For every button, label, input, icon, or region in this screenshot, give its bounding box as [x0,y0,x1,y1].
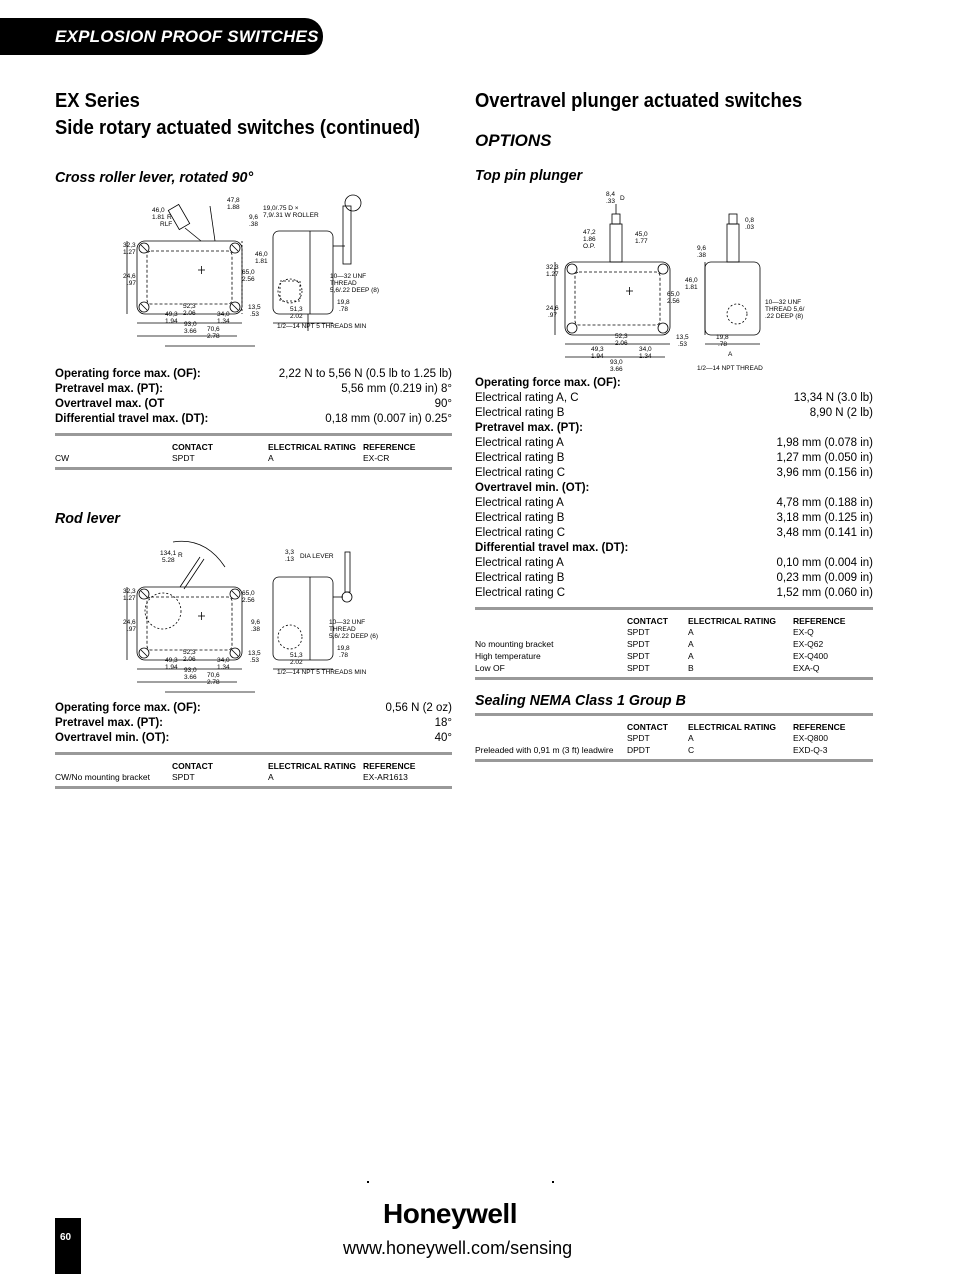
svg-text:24,6: 24,6 [123,619,136,626]
svg-text:.53: .53 [250,311,260,318]
svg-text:THREAD 5,6/: THREAD 5,6/ [765,306,805,313]
table-header-electrical-rating: ELECTRICAL RATING [268,442,356,452]
page-number-tab [55,1218,81,1274]
spec-value: 3,96 mm (0.156 in) [776,467,873,479]
table-header-electrical-rating: ELECTRICAL RATING [688,616,776,626]
svg-text:2.06: 2.06 [615,340,628,347]
spec-value: 5,56 mm (0.219 in) 8° [341,383,452,395]
spec-row [475,556,873,571]
svg-text:93,0: 93,0 [610,359,623,366]
svg-text:65,0: 65,0 [667,291,680,298]
spec-group-heading: Overtravel min. (OT): [475,482,590,494]
svg-text:1.81: 1.81 [255,258,268,265]
svg-text:2.56: 2.56 [242,597,255,604]
svg-text:2.78: 2.78 [207,333,220,340]
svg-text:10—32 UNF: 10—32 UNF [330,273,367,280]
table-cell: SPDT [627,639,650,649]
table-cell: EX-AR1613 [363,772,408,782]
svg-text:.38: .38 [249,221,259,228]
section-header-label: EXPLOSION PROOF SWITCHES [55,27,319,46]
svg-text:D: D [620,195,625,202]
table-row [475,733,873,745]
svg-text:70,6: 70,6 [207,326,220,333]
svg-text:.13: .13 [285,556,295,563]
spec-value: 8,90 N (2 lb) [809,407,873,419]
table-header [475,610,627,627]
svg-text:9,6: 9,6 [251,619,261,626]
spec-value: 2,22 N to 5,56 N (0.5 lb to 1.25 lb) [278,368,452,380]
spec-label: Electrical rating A [475,557,564,569]
rod-lever-table-rule-bottom [55,786,452,789]
top-pin-table [475,610,873,675]
sealing-table-rule-bottom [475,759,873,762]
svg-text:.53: .53 [678,341,688,348]
top-pin-heading: Top pin plunger [475,167,583,184]
svg-text:49,3: 49,3 [165,657,178,664]
svg-text:34,0: 34,0 [639,346,652,353]
spec-label: Overtravel max. (OT [55,398,165,410]
spec-value: 3,18 mm (0.125 in) [776,512,873,524]
rod-lever-heading: Rod lever [55,510,120,527]
svg-text:51,3: 51,3 [290,652,303,659]
footer-mark-left [367,1181,369,1183]
spec-row [55,731,452,746]
table-cell: SPDT [627,663,650,673]
spec-group-heading: Differential travel max. (DT): [475,542,629,554]
table-header-reference: REFERENCE [363,761,416,771]
table-header [55,436,172,453]
spec-group-heading: Pretravel max. (PT): [475,422,584,434]
table-row [475,745,873,757]
spec-row [475,526,873,541]
svg-text:9,6: 9,6 [249,214,259,221]
svg-text:52,3: 52,3 [615,333,628,340]
table-header-contact: CONTACT [172,442,213,452]
spec-label: Operating force max. (OF): [55,368,201,380]
spec-value: 90° [434,398,452,410]
svg-text:13,5: 13,5 [248,650,261,657]
table-header [55,755,172,772]
svg-text:2.56: 2.56 [667,298,680,305]
svg-text:2.02: 2.02 [290,313,303,320]
svg-text:1/2—14 NPT 5 THREADS MIN: 1/2—14 NPT 5 THREADS MIN [277,669,367,676]
svg-text:47,8: 47,8 [227,197,240,204]
sealing-heading: Sealing NEMA Class 1 Group B [475,692,686,709]
table-cell: EX-Q800 [793,733,828,743]
svg-text:3.66: 3.66 [184,674,197,681]
svg-text:32,3: 32,3 [123,588,136,595]
spec-label: Electrical rating C [475,587,566,599]
table-header-reference: REFERENCE [363,442,416,452]
spec-group-heading: Operating force max. (OF): [475,377,621,389]
svg-text:0,8: 0,8 [745,217,755,224]
svg-text:A: A [728,351,733,358]
table-cell: EXD-Q-3 [793,745,828,755]
svg-text:.38: .38 [251,626,261,633]
table-cell: CW/No mounting bracket [55,772,150,782]
table-cell: DPDT [627,745,651,755]
svg-text:1.77: 1.77 [635,238,648,245]
table-cell: EXA-Q [793,663,820,673]
spec-label: Electrical rating B [475,407,565,419]
spec-label: Electrical rating A [475,437,564,449]
table-row [475,639,873,651]
svg-text:19,8: 19,8 [337,645,350,652]
svg-text:45,0: 45,0 [635,231,648,238]
spec-label: Differential travel max. (DT): [55,413,209,425]
svg-text:.22 DEEP (8): .22 DEEP (8) [765,313,804,320]
table-header-contact: CONTACT [627,616,668,626]
svg-text:THREAD: THREAD [330,280,357,287]
table-header-contact: CONTACT [172,761,213,771]
svg-text:5,6/.22 DEEP (8): 5,6/.22 DEEP (8) [330,287,380,294]
footer-url[interactable]: www.honeywell.com/sensing [343,1238,573,1258]
table-header-contact: CONTACT [627,722,668,732]
svg-text:DIA LEVER: DIA LEVER [300,553,334,560]
svg-text:THREAD: THREAD [329,626,356,633]
cross-roller-heading: Cross roller lever, rotated 90° [55,169,254,186]
table-cell: SPDT [627,651,650,661]
options-label: OPTIONS [475,131,552,150]
svg-text:19,8: 19,8 [716,334,729,341]
table-cell [475,627,627,639]
svg-text:.78: .78 [718,341,728,348]
spec-row [55,382,452,397]
cross-roller-table [55,436,452,465]
svg-text:51,3: 51,3 [290,306,303,313]
spec-row [475,436,873,451]
table-row [55,772,452,784]
svg-text:2.02: 2.02 [290,659,303,666]
svg-text:8,4: 8,4 [606,191,616,198]
svg-text:47,2: 47,2 [583,229,596,236]
svg-text:1.81: 1.81 [685,284,698,291]
spec-label: Operating force max. (OF): [55,702,201,714]
table-row [475,663,873,675]
svg-text:7,9/.31 W ROLLER: 7,9/.31 W ROLLER [263,212,319,219]
top-pin-specs [475,376,873,601]
page-number: 60 [60,1232,72,1243]
svg-text:1.86: 1.86 [583,236,596,243]
spec-row [475,391,873,406]
footer-mark-right [552,1181,554,1183]
spec-row [55,412,452,427]
svg-text:RLF: RLF [160,221,173,228]
spec-value: 18° [434,717,452,729]
spec-label: Pretravel max. (PT): [55,717,164,729]
page-title-line2: Side rotary actuated switches (continued) [55,117,421,139]
table-cell: EX-CR [363,453,390,463]
table-cell: EX-Q400 [793,651,828,661]
svg-text:24,6: 24,6 [546,305,559,312]
svg-text:34,0: 34,0 [217,311,230,318]
svg-text:.78: .78 [339,306,349,313]
section-header-tab [0,18,323,55]
svg-text:93,0: 93,0 [184,321,197,328]
spec-value: 40° [434,732,452,744]
svg-text:.97: .97 [548,312,558,319]
svg-text:134,1: 134,1 [160,550,177,557]
svg-text:1/2—14 NPT 5 THREADS MIN: 1/2—14 NPT 5 THREADS MIN [277,323,367,330]
table-cell: C [688,745,695,755]
table-cell [475,733,627,745]
table-header-reference: REFERENCE [793,616,846,626]
table-header-electrical-rating: ELECTRICAL RATING [688,722,776,732]
spec-value: 1,52 mm (0.060 in) [776,587,873,599]
svg-text:10—32 UNF: 10—32 UNF [329,619,366,626]
spec-label: Electrical rating B [475,452,565,464]
top-pin-plunger-drawing [475,184,873,376]
spec-row [475,586,873,601]
svg-text:32,3: 32,3 [546,264,559,271]
table-row [475,627,873,639]
sealing-table [475,716,873,757]
svg-text:1/2—14 NPT THREAD: 1/2—14 NPT THREAD [697,365,763,372]
table-cell: B [688,663,694,673]
svg-text:19,0/.75 D ×: 19,0/.75 D × [263,205,299,212]
spec-value: 0,18 mm (0.007 in) 0.25° [325,413,452,425]
table-cell: A [688,627,694,637]
spec-value: 4,78 mm (0.188 in) [776,497,873,509]
svg-text:.03: .03 [745,224,755,231]
right-title: Overtravel plunger actuated switches [475,90,803,112]
svg-text:46,0: 46,0 [152,207,165,214]
svg-text:R: R [167,214,172,221]
spec-row [55,716,452,731]
table-cell: A [268,772,274,782]
svg-text:9,6: 9,6 [697,245,707,252]
svg-text:49,3: 49,3 [165,311,178,318]
spec-label: Electrical rating A [475,497,564,509]
svg-text:2.06: 2.06 [183,310,196,317]
svg-text:46,0: 46,0 [255,251,268,258]
svg-text:1.27: 1.27 [546,271,559,278]
svg-text:93,0: 93,0 [184,667,197,674]
spec-value: 13,34 N (3.0 lb) [793,392,873,404]
svg-text:1.34: 1.34 [217,318,230,325]
svg-text:3.66: 3.66 [610,366,623,373]
spec-label: Electrical rating C [475,527,566,539]
svg-text:70,6: 70,6 [207,672,220,679]
svg-text:.33: .33 [606,198,616,205]
table-row [475,651,873,663]
table-cell: A [688,639,694,649]
table-header-electrical-rating: ELECTRICAL RATING [268,761,356,771]
svg-text:.38: .38 [697,252,707,259]
svg-text:2.56: 2.56 [242,276,255,283]
spec-row [475,406,873,421]
page-title-line1: EX Series [55,90,140,112]
svg-text:52,3: 52,3 [183,303,196,310]
svg-text:.53: .53 [250,657,260,664]
spec-value: 3,48 mm (0.141 in) [776,527,873,539]
spec-label: Electrical rating B [475,512,565,524]
spec-value: 0,56 N (2 oz) [385,702,452,714]
table-cell: Low OF [475,663,505,673]
svg-text:1.27: 1.27 [123,595,136,602]
table-cell: SPDT [172,453,195,463]
svg-text:46,0: 46,0 [685,277,698,284]
honeywell-logo: Honeywell [383,1198,517,1229]
spec-label: Electrical rating B [475,572,565,584]
svg-text:1.94: 1.94 [591,353,604,360]
table-cell: A [688,651,694,661]
rod-lever-drawing [55,527,452,699]
svg-text:13,5: 13,5 [248,304,261,311]
spec-row [475,511,873,526]
spec-row [475,466,873,481]
svg-text:1.88: 1.88 [227,204,240,211]
svg-text:13,5: 13,5 [676,334,689,341]
table-cell: A [268,453,274,463]
svg-text:65,0: 65,0 [242,269,255,276]
svg-text:5.28: 5.28 [162,557,175,564]
cross-roller-drawing [55,186,452,361]
spec-row [55,701,452,716]
svg-text:.78: .78 [339,652,349,659]
spec-label: Electrical rating C [475,467,566,479]
svg-text:3,3: 3,3 [285,549,295,556]
svg-text:1.94: 1.94 [165,664,178,671]
table-cell: SPDT [627,733,650,743]
svg-text:1.34: 1.34 [639,353,652,360]
svg-text:32,3: 32,3 [123,242,136,249]
table-cell: No mounting bracket [475,639,554,649]
svg-text:5,6/.22 DEEP (6): 5,6/.22 DEEP (6) [329,633,379,640]
rod-lever-specs [55,701,452,746]
spec-value: 1,27 mm (0.050 in) [776,452,873,464]
spec-value: 0,10 mm (0.004 in) [776,557,873,569]
table-cell: EX-Q62 [793,639,824,649]
table-cell: EX-Q [793,627,814,637]
spec-row [475,571,873,586]
svg-text:3.66: 3.66 [184,328,197,335]
right-column [475,88,873,762]
spec-row [55,367,452,382]
svg-text:1.27: 1.27 [123,249,136,256]
svg-text:R: R [178,552,183,559]
spec-value: 1,98 mm (0.078 in) [776,437,873,449]
svg-text:19,8: 19,8 [337,299,350,306]
svg-text:1.94: 1.94 [165,318,178,325]
cross-roller-specs [55,367,452,427]
spec-row [475,496,873,511]
table-cell: Preleaded with 0,91 m (3 ft) leadwire [475,745,614,755]
table-row [55,453,452,465]
svg-text:.97: .97 [127,626,137,633]
table-header-reference: REFERENCE [793,722,846,732]
table-cell: A [688,733,694,743]
left-column [55,88,452,789]
svg-text:49,3: 49,3 [591,346,604,353]
svg-text:1.81: 1.81 [152,214,165,221]
table-header [475,716,627,733]
table-cell: High temperature [475,651,541,661]
spec-label: Overtravel min. (OT): [55,732,170,744]
svg-text:10—32 UNF: 10—32 UNF [765,299,802,306]
spec-row [475,451,873,466]
spec-label: Pretravel max. (PT): [55,383,164,395]
svg-text:2.06: 2.06 [183,656,196,663]
spec-label: Electrical rating A, C [475,392,579,404]
table-cell: SPDT [627,627,650,637]
rod-lever-table [55,755,452,784]
svg-text:65,0: 65,0 [242,590,255,597]
svg-text:.97: .97 [127,280,137,287]
svg-text:52,3: 52,3 [183,649,196,656]
svg-text:24,6: 24,6 [123,273,136,280]
svg-text:2.78: 2.78 [207,679,220,686]
table-cell: SPDT [172,772,195,782]
svg-text:O.P.: O.P. [583,243,596,250]
svg-text:1.34: 1.34 [217,664,230,671]
table-cell: CW [55,453,70,463]
spec-value: 0,23 mm (0.009 in) [776,572,873,584]
spec-row [55,397,452,412]
svg-text:34,0: 34,0 [217,657,230,664]
